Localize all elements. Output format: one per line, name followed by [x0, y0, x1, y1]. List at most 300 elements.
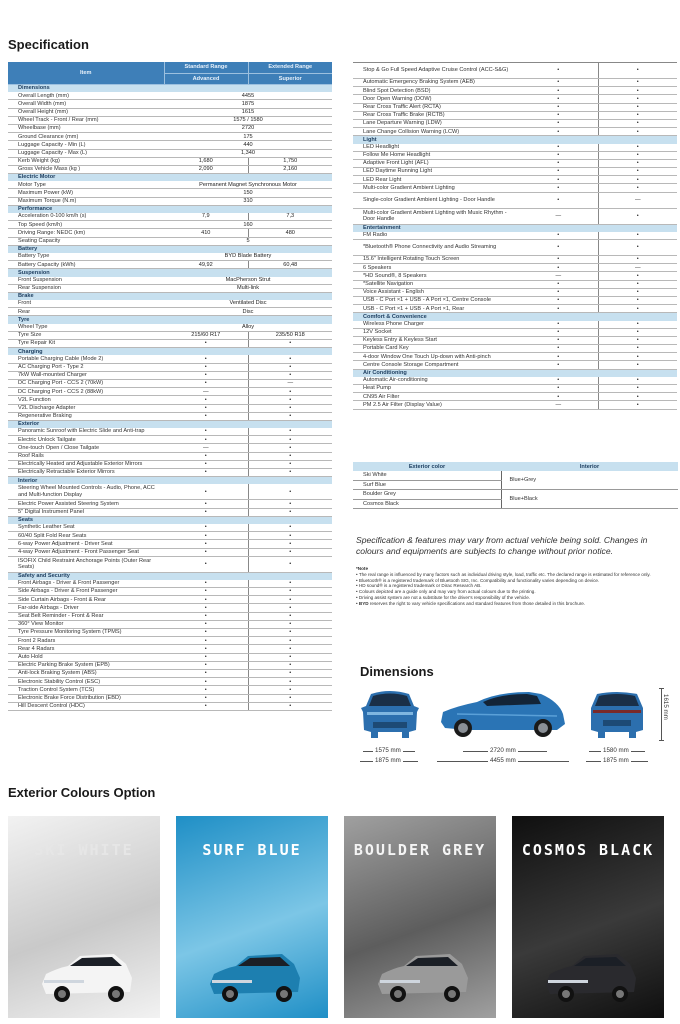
spec-value-superior: • [248, 604, 332, 612]
spec-value-advanced: • [519, 296, 598, 304]
rear-track-dimension: 1580 mm [603, 747, 629, 754]
exterior-colours-title: Exterior Colours Option [8, 785, 156, 800]
spec-value-superior: • [248, 355, 332, 363]
spec-label: Side Airbags - Driver & Front Passenger [8, 588, 164, 596]
section-header-row [8, 174, 332, 182]
spec-label: Follow Me Home Headlight [353, 151, 519, 159]
spec-value-superior: • [598, 256, 677, 264]
spec-label: Voice Assistant - English [353, 288, 519, 296]
spec-row [8, 532, 332, 540]
spec-row [8, 460, 332, 468]
spec-label: 6-way Power Adjustment - Driver Seat [8, 540, 164, 548]
spec-value-both: 1615 [164, 108, 332, 116]
spec-value-advanced: • [519, 280, 598, 288]
header-advanced: Advanced [164, 73, 248, 85]
spec-row [8, 548, 332, 556]
spec-label: Heat Pump [353, 385, 519, 393]
spec-value-superior: • [248, 694, 332, 702]
spec-value-superior: • [598, 280, 677, 288]
spec-value-superior: • [598, 176, 677, 184]
spec-row [8, 189, 332, 197]
spec-label: Side Curtain Airbags - Front & Rear [8, 596, 164, 604]
spec-label: Roof Rails [8, 452, 164, 460]
spec-value-superior: — [598, 192, 677, 208]
spec-value-advanced: • [519, 151, 598, 159]
spec-value-superior: • [248, 645, 332, 653]
spec-row [8, 277, 332, 285]
spec-label: Portable Card Key [353, 345, 519, 353]
section-header-row [8, 516, 332, 524]
car-side-view-image [437, 688, 569, 742]
spec-value-both: 5 [164, 237, 332, 245]
spec-value-superior: • [248, 396, 332, 404]
spec-value-advanced: • [164, 436, 248, 444]
spec-label: Tyre Pressure Monitoring System (TPMS) [8, 629, 164, 637]
spec-value-advanced: • [164, 580, 248, 588]
spec-value-advanced: • [519, 168, 598, 176]
spec-row [8, 612, 332, 620]
color-interior-table [353, 462, 678, 509]
section-header-row [8, 316, 332, 324]
spec-value-advanced: • [164, 620, 248, 628]
spec-value-superior: • [598, 232, 677, 240]
spec-value-superior: • [598, 119, 677, 127]
spec-row [8, 500, 332, 508]
spec-value-superior: • [598, 87, 677, 95]
spec-value-advanced: • [519, 328, 598, 336]
spec-label: Luggage Capacity - Max (L) [8, 149, 164, 157]
spec-value-superior: • [598, 401, 677, 409]
spec-value-superior: • [248, 371, 332, 379]
spec-value-advanced: • [164, 484, 248, 500]
spec-value-advanced: • [164, 508, 248, 516]
spec-label: Wheel Type [8, 324, 164, 332]
spec-row [353, 256, 677, 264]
section-title: Tyre [8, 316, 332, 324]
colour-name: SURF BLUE [202, 841, 302, 859]
spec-label: LED Daytime Running Light [353, 168, 519, 176]
spec-value-superior: • [598, 103, 677, 111]
spec-value-advanced: • [164, 669, 248, 677]
spec-value-advanced: • [519, 103, 598, 111]
spec-label: Overall Length (mm) [8, 92, 164, 100]
spec-row [8, 678, 332, 686]
spec-row [8, 580, 332, 588]
spec-row [8, 324, 332, 332]
spec-row [353, 103, 677, 111]
spec-row [353, 168, 677, 176]
car-image [372, 948, 472, 1008]
spec-value-superior: • [598, 328, 677, 336]
spec-row [353, 385, 677, 393]
spec-label: Electric Unlock Tailgate [8, 436, 164, 444]
colour-name: BOULDER GREY [353, 841, 487, 859]
spec-row [8, 484, 332, 500]
spec-label: Battery Capacity (kWh) [8, 261, 164, 269]
spec-value-advanced: — [519, 272, 598, 280]
spec-row [8, 412, 332, 420]
car-image [540, 948, 640, 1008]
spec-value-superior: • [598, 296, 677, 304]
spec-label: Lane Change Collision Warning (LCW) [353, 128, 519, 136]
spec-value-advanced: • [164, 469, 248, 477]
spec-value-superior: • [598, 353, 677, 361]
spec-row [353, 144, 677, 152]
section-header-row [8, 477, 332, 485]
spec-row [8, 331, 332, 339]
spec-value-advanced: 410 [164, 229, 248, 237]
spec-value-advanced: 2,090 [164, 165, 248, 173]
spec-value-superior: • [248, 686, 332, 694]
spec-row [353, 240, 677, 256]
spec-value-advanced: • [164, 678, 248, 686]
spec-label: *Bluetooth® Phone Connectivity and Audio Streaming [353, 240, 519, 256]
spec-row [8, 371, 332, 379]
spec-value-both: MacPherson Strut [164, 277, 332, 285]
spec-label: Stop & Go Full Speed Adaptive Cruise Control (ACC-S&G) [353, 63, 519, 79]
spec-row [8, 396, 332, 404]
spec-row [8, 444, 332, 452]
spec-row [8, 620, 332, 628]
spec-value-advanced: • [519, 385, 598, 393]
height-dimension: 1615 mm [662, 694, 669, 720]
spec-label: 6 Speakers [353, 264, 519, 272]
spec-label: Synthetic Leather Seat [8, 524, 164, 532]
spec-row [353, 272, 677, 280]
spec-value-advanced: • [164, 371, 248, 379]
spec-row [8, 540, 332, 548]
spec-row [8, 165, 332, 173]
spec-value-superior: • [598, 272, 677, 280]
spec-row [353, 63, 677, 79]
spec-value-advanced: • [164, 379, 248, 387]
spec-value-superior: • [248, 508, 332, 516]
spec-label: Wireless Phone Charger [353, 321, 519, 329]
spec-row [8, 124, 332, 132]
spec-label: Single-color Gradient Ambient Lighting - Door Handle [353, 192, 519, 208]
spec-value-advanced: • [164, 629, 248, 637]
spec-row [8, 469, 332, 477]
spec-value-advanced: • [164, 653, 248, 661]
spec-value-superior: • [598, 184, 677, 192]
spec-row [8, 100, 332, 108]
note-item: • Bluetooth® is a registered trademark of Bluetooth SIG, Inc. Compatibility and functionality varies depending on device. [356, 577, 600, 583]
spec-value-superior: • [598, 79, 677, 87]
section-title: Electric Motor [8, 174, 332, 182]
spec-row [8, 308, 332, 316]
header-standard-range: Standard Range [164, 62, 248, 73]
colour-swatch-card [512, 816, 664, 1018]
spec-value-advanced: • [164, 532, 248, 540]
spec-label: Electric Power Assisted Steering System [8, 500, 164, 508]
spec-label: Battery Type [8, 253, 164, 261]
spec-label: Motor Type [8, 181, 164, 189]
spec-row [8, 261, 332, 269]
spec-label: Auto Hold [8, 653, 164, 661]
spec-value-advanced: • [519, 264, 598, 272]
spec-value-advanced: • [164, 500, 248, 508]
exterior-color-name: Surf Blue [353, 480, 501, 490]
spec-label: Automatic Air-conditioning [353, 377, 519, 385]
spec-value-superior: 60,48 [248, 261, 332, 269]
section-header-row [353, 369, 677, 377]
section-title: Light [353, 136, 677, 144]
spec-value-both: 1575 / 1580 [164, 116, 332, 124]
spec-label: Rear Suspension [8, 284, 164, 292]
spec-label: Rear 4 Radars [8, 645, 164, 653]
spec-row [353, 305, 677, 313]
section-header-row [353, 313, 677, 321]
spec-value-advanced: • [164, 412, 248, 420]
note-item: • The real range is influenced by many factors such as individual driving style, load, traffic etc. The declared range is estimated for reference only. [356, 571, 651, 577]
spec-value-both: 310 [164, 197, 332, 205]
spec-value-superior: • [598, 336, 677, 344]
spec-label: PM 2.5 Air Filter (Display Value) [353, 401, 519, 409]
spec-value-advanced: • [519, 119, 598, 127]
spec-value-superior: • [598, 345, 677, 353]
section-title: Charging [8, 348, 332, 356]
spec-value-superior: • [598, 111, 677, 119]
spec-value-advanced: • [519, 240, 598, 256]
spec-value-both: 1,340 [164, 149, 332, 157]
section-header-row [8, 420, 332, 428]
spec-label: *Satellite Navigation [353, 280, 519, 288]
spec-value-superior: • [598, 95, 677, 103]
spec-label: *HD Sound®, 8 Speakers [353, 272, 519, 280]
spec-label: Automatic Emergency Braking System (AEB) [353, 79, 519, 87]
spec-label: Maximum Torque (N.m) [8, 197, 164, 205]
spec-row [353, 79, 677, 87]
spec-value-superior: • [248, 460, 332, 468]
spec-label: 12V Socket [353, 328, 519, 336]
spec-value-superior: 2,160 [248, 165, 332, 173]
spec-label: USB - C Port ×1 + USB - A Port ×1, Centre Console [353, 296, 519, 304]
note-item: • HD sound® is a registered trademark or Dirac Research AB. [356, 583, 482, 589]
spec-value-superior: • [598, 159, 677, 167]
section-header-row [353, 224, 677, 232]
spec-label: V2L Discharge Adapter [8, 404, 164, 412]
spec-row [8, 588, 332, 596]
car-front-view-image [359, 688, 421, 740]
spec-value-superior: • [248, 444, 332, 452]
spec-value-advanced: • [519, 361, 598, 369]
note-item: • BYD reserves the right to vary vehicle specifications and standard features from those detailed in this brochure. [356, 600, 586, 606]
spec-label: Overall Height (mm) [8, 108, 164, 116]
spec-label: AC Charging Port - Type 2 [8, 363, 164, 371]
spec-label: Electric Parking Brake System (EPB) [8, 661, 164, 669]
spec-label: V2L Function [8, 396, 164, 404]
spec-label: Steering Wheel Mounted Controls - Audio, Phone, ACC and Multi-function Display [8, 484, 164, 500]
notes-block [356, 566, 674, 607]
exterior-color-name: Cosmos Black [353, 499, 501, 509]
spec-row [8, 404, 332, 412]
disclaimer-text: Specification & features may vary from actual vehicle being sold. Changes in colours and equipments are subjects to change without prior notice. [356, 535, 648, 556]
spec-row [353, 232, 677, 240]
spec-label: Front Airbags - Driver & Front Passenger [8, 580, 164, 588]
section-header-row [8, 269, 332, 277]
section-title: Seats [8, 516, 332, 524]
spec-table-left [8, 62, 332, 711]
spec-row [8, 157, 332, 165]
spec-label: Acceleration 0-100 km/h (s) [8, 213, 164, 221]
spec-value-advanced: • [164, 661, 248, 669]
spec-label: Front 2 Radars [8, 637, 164, 645]
spec-row [8, 237, 332, 245]
spec-label: Electrically Retractable Exterior Mirrors [8, 469, 164, 477]
section-header-row [353, 136, 677, 144]
spec-value-advanced: • [519, 184, 598, 192]
spec-value-superior: • [248, 678, 332, 686]
spec-row [353, 176, 677, 184]
section-title: Suspension [8, 269, 332, 277]
spec-label: Front [8, 300, 164, 308]
spec-row [353, 353, 677, 361]
section-header-row [8, 348, 332, 356]
spec-label: Adaptive Front Light (AFL) [353, 159, 519, 167]
spec-value-advanced: • [519, 176, 598, 184]
length-dimension: 4455 mm [490, 757, 516, 764]
spec-row [8, 253, 332, 261]
spec-row [353, 393, 677, 401]
spec-value-superior: • [248, 484, 332, 500]
spec-value-superior: • [248, 340, 332, 348]
spec-row [353, 95, 677, 103]
spec-value-advanced: • [519, 144, 598, 152]
spec-label: CN95 Air Filter [353, 393, 519, 401]
spec-value-superior: • [248, 540, 332, 548]
spec-value-advanced: • [164, 460, 248, 468]
section-title: Performance [8, 205, 332, 213]
section-title: Interior [8, 477, 332, 485]
spec-label: 4-way Power Adjustment - Front Passenger Seat [8, 548, 164, 556]
car-image [36, 948, 136, 1008]
header-item: Item [8, 62, 164, 85]
spec-value-superior: • [598, 128, 677, 136]
spec-value-superior: 235/50 R18 [248, 331, 332, 339]
spec-label: Portable Charging Cable (Mode 2) [8, 355, 164, 363]
dimensions-diagram [355, 688, 680, 773]
wheelbase-dimension: 2720 mm [490, 747, 516, 754]
spec-label: Driving Range: NEDC (km) [8, 229, 164, 237]
spec-label: Seating Capacity [8, 237, 164, 245]
spec-label: Luggage Capacity - Min (L) [8, 141, 164, 149]
spec-row [8, 141, 332, 149]
spec-label: Keyless Entry & Keyless Start [353, 336, 519, 344]
header-exterior-color: Exterior color [353, 462, 501, 471]
spec-value-advanced: — [519, 208, 598, 224]
spec-value-advanced: • [519, 87, 598, 95]
spec-value-advanced: • [164, 637, 248, 645]
spec-row [353, 87, 677, 95]
spec-value-both: 2720 [164, 124, 332, 132]
spec-value-advanced: • [519, 79, 598, 87]
spec-value-advanced: — [164, 388, 248, 396]
dimensions-title: Dimensions [360, 664, 434, 679]
spec-label: Wheel Track - Front / Rear (mm) [8, 116, 164, 124]
spec-row [8, 596, 332, 604]
spec-row [8, 645, 332, 653]
spec-row [8, 702, 332, 710]
spec-row [353, 280, 677, 288]
spec-value-advanced: • [164, 686, 248, 694]
spec-value-superior: • [598, 385, 677, 393]
spec-label: Tyre Size [8, 331, 164, 339]
spec-value-superior: • [598, 377, 677, 385]
spec-row [353, 119, 677, 127]
colour-swatch-card [8, 816, 160, 1018]
spec-value-advanced: • [164, 596, 248, 604]
spec-value-superior: • [248, 653, 332, 661]
spec-label: One-touch Open / Close Tailgate [8, 444, 164, 452]
spec-label: ISOFIX Child Restraint Anchorage Points (Outer Rear Seats) [8, 556, 164, 572]
spec-row [353, 264, 677, 272]
spec-value-advanced: • [164, 404, 248, 412]
spec-label: Electronic Stability Control (ESC) [8, 678, 164, 686]
note-item: • Colours depicted are a guide only and may vary from actual colours due to the printing. [356, 589, 536, 595]
colour-swatch-card [344, 816, 496, 1018]
spec-row [8, 686, 332, 694]
spec-value-advanced: • [519, 95, 598, 103]
spec-label: Maximum Power (kW) [8, 189, 164, 197]
spec-row [8, 363, 332, 371]
section-header-row [8, 245, 332, 253]
spec-value-advanced: • [164, 428, 248, 436]
spec-value-advanced: 215/60 R17 [164, 331, 248, 339]
spec-value-superior: • [248, 363, 332, 371]
spec-value-superior: • [248, 596, 332, 604]
spec-value-superior: • [248, 469, 332, 477]
spec-value-superior: • [598, 321, 677, 329]
spec-row [8, 116, 332, 124]
spec-row [8, 355, 332, 363]
spec-value-superior: • [248, 702, 332, 710]
spec-value-superior: • [248, 524, 332, 532]
spec-row [353, 345, 677, 353]
spec-value-superior: • [598, 144, 677, 152]
spec-value-superior: • [248, 588, 332, 596]
spec-value-both: 160 [164, 221, 332, 229]
spec-label: Tyre Repair Kit [8, 340, 164, 348]
front-track-dimension: 1575 mm [375, 747, 401, 754]
spec-value-advanced: • [519, 377, 598, 385]
interior-combo: Blue+Grey [501, 471, 678, 490]
spec-value-both: 4455 [164, 92, 332, 100]
spec-value-advanced: • [519, 111, 598, 119]
spec-row [8, 653, 332, 661]
spec-value-advanced: 1,680 [164, 157, 248, 165]
spec-row [8, 133, 332, 141]
spec-label: LED Headlight [353, 144, 519, 152]
spec-value-superior: • [598, 168, 677, 176]
spec-value-superior: • [598, 63, 677, 79]
spec-value-both: Ventilated Disc [164, 300, 332, 308]
spec-label: Centre Console Storage Compartment [353, 361, 519, 369]
spec-value-advanced: • [164, 452, 248, 460]
spec-value-advanced: • [519, 128, 598, 136]
spec-value-advanced: • [164, 548, 248, 556]
spec-row [353, 111, 677, 119]
spec-value-superior: • [248, 532, 332, 540]
spec-table-right [353, 62, 677, 410]
section-title: Comfort & Convenience [353, 313, 677, 321]
spec-row [353, 321, 677, 329]
spec-value-advanced: • [519, 353, 598, 361]
rear-width-dimension: 1875 mm [603, 757, 629, 764]
spec-row [8, 229, 332, 237]
spec-label: 7kW Wall-mounted Charger [8, 371, 164, 379]
spec-label: Overall Width (mm) [8, 100, 164, 108]
spec-value-superior: • [248, 404, 332, 412]
